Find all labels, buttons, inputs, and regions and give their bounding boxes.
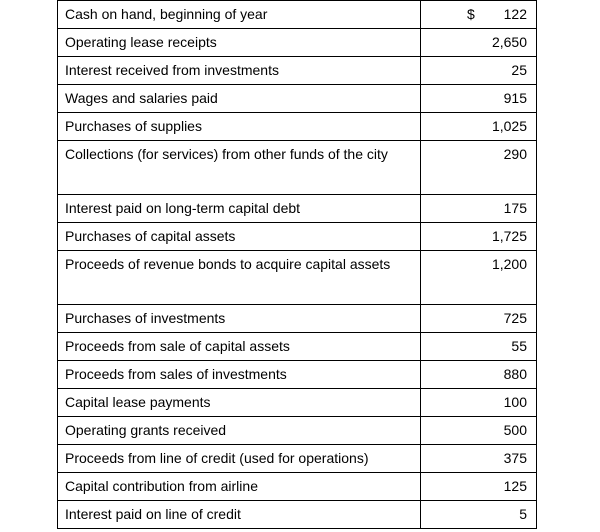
row-label: Collections (for services) from other funds of the city [58,141,421,195]
row-amount: 1,200 [421,251,537,305]
row-label: Cash on hand, beginning of year [58,1,421,29]
row-amount: 175 [421,195,537,223]
table-row [58,305,537,333]
table-row [58,361,537,389]
table-row [58,417,537,445]
table-row [58,501,537,529]
table-row [58,251,537,305]
cash-flow-table [57,0,537,529]
row-label: Purchases of capital assets [58,223,421,251]
row-amount: 1,725 [421,223,537,251]
table-body [58,1,537,529]
row-amount: 2,650 [421,29,537,57]
row-amount-cell [421,1,537,29]
table-row [58,57,537,85]
row-label: Interest received from investments [58,57,421,85]
row-amount: 375 [421,445,537,473]
table-row [58,445,537,473]
row-label: Operating lease receipts [58,29,421,57]
row-label: Purchases of investments [58,305,421,333]
row-label: Interest paid on long-term capital debt [58,195,421,223]
row-amount: 500 [421,417,537,445]
table-row [58,85,537,113]
table-row [58,29,537,57]
row-amount: 122 [503,6,527,22]
table-row [58,389,537,417]
row-amount: 290 [421,141,537,195]
row-label: Purchases of supplies [58,113,421,141]
table-row [58,473,537,501]
table-row [58,333,537,361]
table-row [58,1,537,29]
row-label: Wages and salaries paid [58,85,421,113]
row-label: Proceeds from sales of investments [58,361,421,389]
row-amount: 125 [421,473,537,501]
row-amount: 5 [421,501,537,529]
row-label: Proceeds from sale of capital assets [58,333,421,361]
row-label: Capital lease payments [58,389,421,417]
row-label: Proceeds of revenue bonds to acquire capital assets [58,251,421,305]
row-label: Operating grants received [58,417,421,445]
row-label: Interest paid on line of credit [58,501,421,529]
row-label: Capital contribution from airline [58,473,421,501]
table-row [58,141,537,195]
row-amount: 915 [421,85,537,113]
row-amount: 25 [421,57,537,85]
table-row [58,113,537,141]
row-amount: 880 [421,361,537,389]
row-amount: 55 [421,333,537,361]
row-amount: 725 [421,305,537,333]
row-label: Proceeds from line of credit (used for operations) [58,445,421,473]
row-amount: 100 [421,389,537,417]
row-amount: 1,025 [421,113,537,141]
table-row [58,195,537,223]
currency-symbol: $ [467,6,475,22]
table-row [58,223,537,251]
